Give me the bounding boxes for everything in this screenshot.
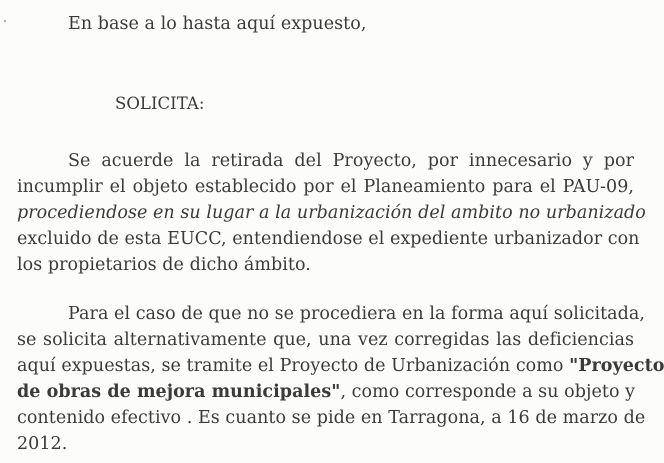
request-heading: SOLICITA:	[115, 94, 205, 113]
p2-line-4	[17, 382, 634, 402]
proyecto-obras-title: de obras de mejora municipales"	[17, 382, 341, 402]
proyecto-quote-open: "Proyecto	[569, 356, 664, 376]
intro-line: En base a lo hasta aquí expuesto,	[68, 14, 367, 34]
p2-line-1: Para el caso de que no se procediera en la forma aquí solicitada,	[68, 304, 646, 324]
p1-line-2: incumplir el objeto establecido por el Planeamiento para el PAU-09,	[17, 177, 634, 197]
p2-line-3-text: aquí expuestas, se tramite el Proyecto de Urbanización como	[17, 356, 570, 376]
p2-line-5: contenido efectivo . Es cuanto se pide en Tarragona, a 16 de marzo de	[17, 408, 646, 428]
p2-line-3	[17, 356, 664, 376]
p1-line-3: procediendose en su lugar a la urbanización del ambito no urbanizado	[17, 203, 646, 223]
p1-line-5: los propietarios de dicho ámbito.	[17, 255, 311, 275]
p2-line-4-rest: , como corresponde a su objeto y	[340, 382, 636, 402]
p1-line-1: Se acuerde la retirada del Proyecto, por innecesario y por	[68, 151, 634, 171]
p2-line-6: 2012.	[17, 434, 68, 454]
p2-line-2: se solicita alternativamente que, una vez corregidas las deficiencias	[17, 330, 634, 350]
p1-line-4: excluido de esta EUCC, entendiendose el expediente urbanizador con	[17, 229, 640, 249]
scan-speck	[4, 20, 6, 22]
